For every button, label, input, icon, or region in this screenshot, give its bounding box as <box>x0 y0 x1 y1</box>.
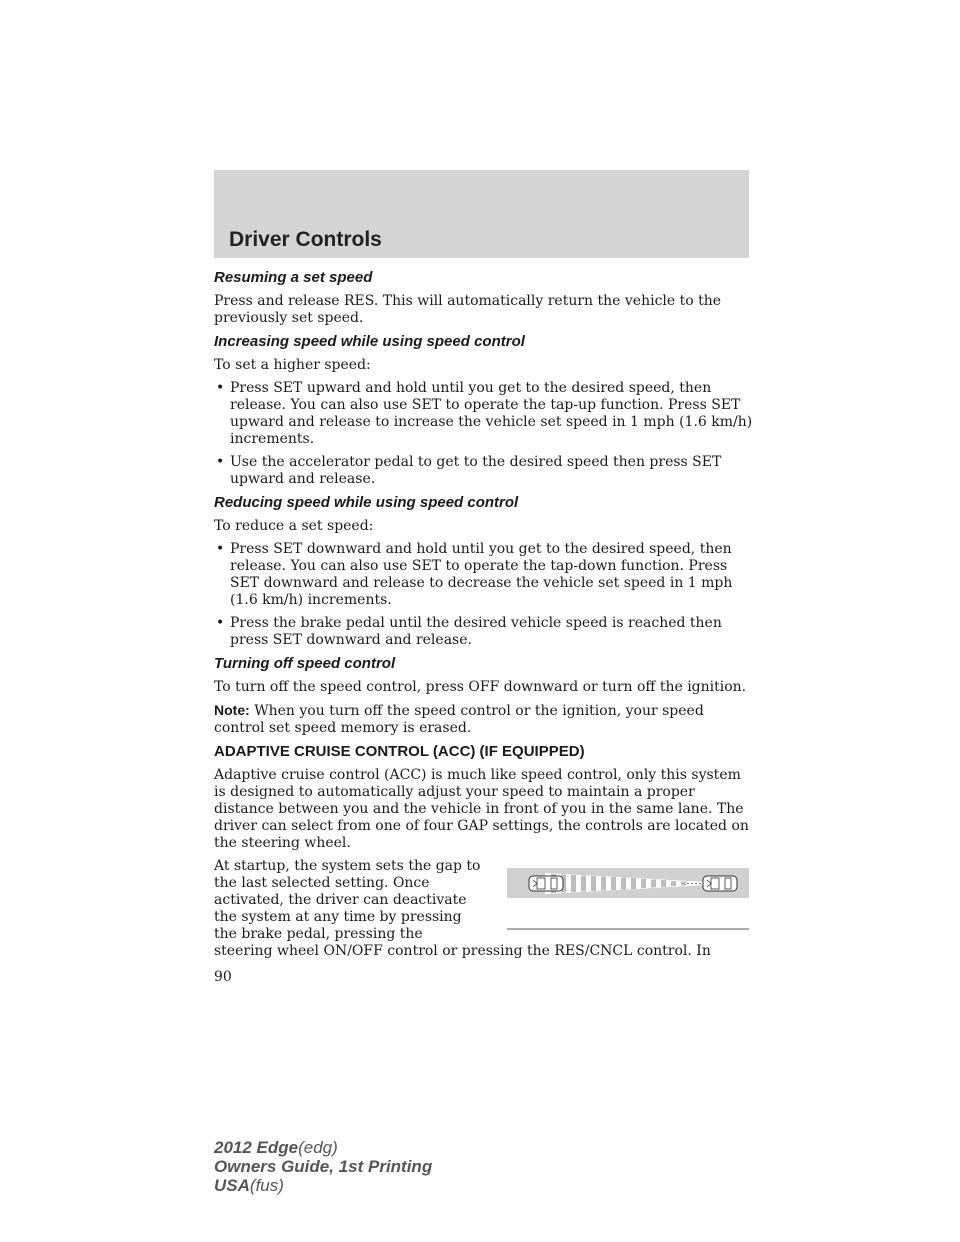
section-title: Driver Controls <box>229 228 382 251</box>
paragraph-increase-intro: To set a higher speed: <box>214 357 371 373</box>
list-item: • Press the brake pedal until the desired vehicle speed is reached then press SET downward and release. <box>214 615 754 649</box>
subheading-resume: Resuming a set speed <box>214 269 373 286</box>
paragraph-turnoff: To turn off the speed control, press OFF downward or turn off the ignition. <box>214 679 747 695</box>
acc-gap-diagram <box>507 868 749 932</box>
increase-bullet-list <box>214 380 754 488</box>
note-label: Note: <box>214 702 250 718</box>
own-vehicle-icon <box>529 876 563 891</box>
paragraph-acc-2-continued: steering wheel ON/OFF control or pressing the RES/CNCL control. In <box>214 943 711 959</box>
footer-line-2: Owners Guide, 1st Printing <box>214 1157 433 1176</box>
page-number: 90 <box>214 969 232 985</box>
note-text: When you turn off the speed control or the ignition, your speed control set speed memory is erased. <box>214 703 704 736</box>
heading-acc: ADAPTIVE CRUISE CONTROL (ACC) (IF EQUIPPED) <box>214 743 585 760</box>
page-content <box>214 269 754 966</box>
subheading-reduce: Reducing speed while using speed control <box>214 494 519 511</box>
subheading-turnoff: Turning off speed control <box>214 655 396 672</box>
paragraph-acc-2: At startup, the system sets the gap to the last selected setting. Once activated, the driver can deactivate the system at any time by pressing the brake pedal, pressing the <box>214 858 481 942</box>
footer-imprint <box>214 1138 432 1195</box>
paragraph-resume: Press and release RES. This will automatically return the vehicle to the previously set speed. <box>214 293 722 326</box>
reduce-bullet-list <box>214 541 754 649</box>
paragraph-acc-1: Adaptive cruise control (ACC) is much like speed control, only this system is designed to automatically adjust your speed to maintain a proper distance between you and the vehicle in front of you in the same lane. The driver can select from one of four GAP settings, the controls are located on the steering wheel. <box>214 767 749 851</box>
list-item: • Press SET upward and hold until you get to the desired speed, then release. You can also use SET to operate the tap-up function. Press SET upward and release to increase the vehicle set speed in 1 mph (1.6 km/h) increments. <box>214 380 754 448</box>
list-item: • Use the accelerator pedal to get to the desired speed then press SET upward and release. <box>214 454 754 488</box>
list-item: • Press SET downward and hold until you get to the desired speed, then release. You can also use SET to operate the tap-down function. Press SET downward and release to decrease the vehicle set speed in 1 mph (1.6 km/h) increments. <box>214 541 754 609</box>
paragraph-reduce-intro: To reduce a set speed: <box>214 518 374 534</box>
note-paragraph <box>214 702 754 737</box>
footer-line-1: 2012 Edge(edg) <box>214 1138 338 1157</box>
footer-line-3: USA(fus) <box>214 1176 284 1195</box>
subheading-increase: Increasing speed while using speed control <box>214 333 525 350</box>
lead-vehicle-icon <box>703 876 737 891</box>
